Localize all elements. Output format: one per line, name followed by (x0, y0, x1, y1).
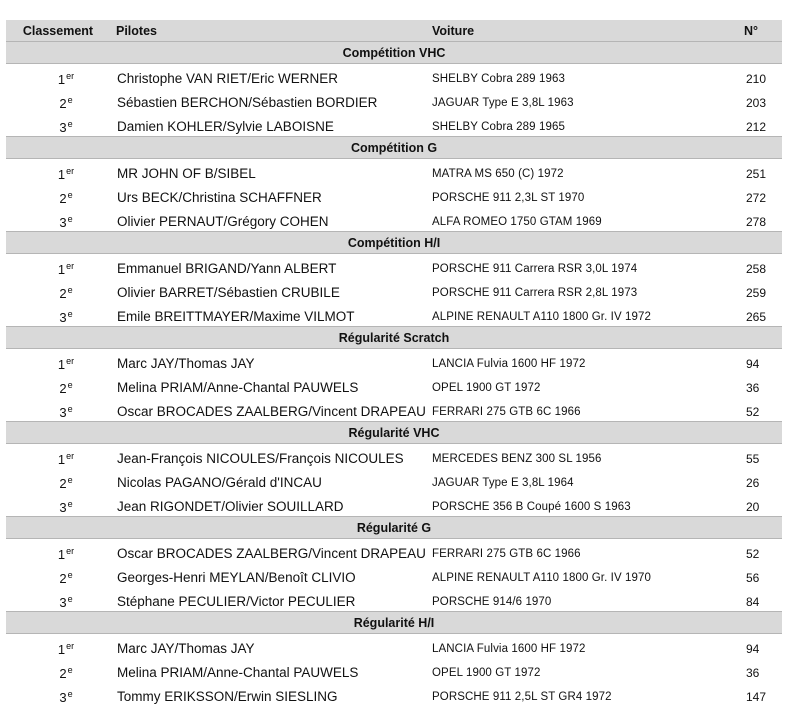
rank-suffix: e (68, 499, 73, 509)
table-row (6, 539, 782, 564)
rank-cell (6, 468, 110, 492)
rank-number: 3 (59, 690, 66, 705)
rank-cell (6, 112, 110, 137)
section-header-row (6, 327, 782, 349)
number-cell: 259 (734, 278, 782, 302)
number-cell: 94 (734, 349, 782, 374)
header-car: Voiture (426, 20, 734, 42)
rank-cell (6, 159, 110, 184)
rank-number: 1 (58, 642, 65, 657)
pilots-cell: Nicolas PAGANO/Gérald d'INCAU (110, 468, 426, 492)
pilots-cell: Emile BREITTMAYER/Maxime VILMOT (110, 302, 426, 327)
pilots-cell: Olivier BARRET/Sébastien CRUBILE (110, 278, 426, 302)
rank-suffix: e (68, 95, 73, 105)
car-cell: OPEL 1900 GT 1972 (426, 373, 734, 397)
rank-cell (6, 634, 110, 659)
pilots-cell: Jean-François NICOULES/François NICOULES (110, 444, 426, 469)
rank-suffix: er (66, 261, 74, 271)
rank-cell (6, 587, 110, 612)
section-title: Régularité VHC (6, 422, 782, 444)
number-cell: 26 (734, 468, 782, 492)
car-cell: SHELBY Cobra 289 1963 (426, 64, 734, 89)
rank-suffix: er (66, 166, 74, 176)
pilots-cell: MR JOHN OF B/SIBEL (110, 159, 426, 184)
number-cell: 210 (734, 64, 782, 89)
rank-suffix: e (68, 214, 73, 224)
number-cell: 258 (734, 254, 782, 279)
rank-number: 2 (59, 571, 66, 586)
section-header-row (6, 517, 782, 539)
pilots-cell: Jean RIGONDET/Olivier SOUILLARD (110, 492, 426, 517)
section-header-row (6, 612, 782, 634)
table-row (6, 492, 782, 517)
rank-cell (6, 254, 110, 279)
rank-cell (6, 563, 110, 587)
rank-suffix: e (68, 190, 73, 200)
table-row (6, 254, 782, 279)
car-cell: ALPINE RENAULT A110 1800 Gr. IV 1970 (426, 563, 734, 587)
pilots-cell: Oscar BROCADES ZAALBERG/Vincent DRAPEAU (110, 539, 426, 564)
number-cell: 36 (734, 658, 782, 682)
pilots-cell: Damien KOHLER/Sylvie LABOISNE (110, 112, 426, 137)
pilots-cell: Olivier PERNAUT/Grégory COHEN (110, 207, 426, 232)
rank-suffix: e (68, 570, 73, 580)
pilots-cell: Marc JAY/Thomas JAY (110, 634, 426, 659)
rank-suffix: er (66, 356, 74, 366)
table-row (6, 444, 782, 469)
section-title: Régularité G (6, 517, 782, 539)
rank-number: 2 (59, 666, 66, 681)
number-cell: 203 (734, 88, 782, 112)
car-cell: ALPINE RENAULT A110 1800 Gr. IV 1972 (426, 302, 734, 327)
pilots-cell: Melina PRIAM/Anne-Chantal PAUWELS (110, 658, 426, 682)
car-cell: PORSCHE 911 2,3L ST 1970 (426, 183, 734, 207)
section-title: Régularité H/I (6, 612, 782, 634)
table-row (6, 658, 782, 682)
table-row (6, 349, 782, 374)
car-cell: MERCEDES BENZ 300 SL 1956 (426, 444, 734, 469)
rank-cell (6, 444, 110, 469)
table-row (6, 183, 782, 207)
rank-number: 1 (58, 357, 65, 372)
table-row (6, 634, 782, 659)
number-cell: 272 (734, 183, 782, 207)
rank-number: 2 (59, 191, 66, 206)
pilots-cell: Sébastien BERCHON/Sébastien BORDIER (110, 88, 426, 112)
rank-cell (6, 183, 110, 207)
rank-number: 3 (59, 405, 66, 420)
car-cell: MATRA MS 650 (C) 1972 (426, 159, 734, 184)
number-cell: 251 (734, 159, 782, 184)
rank-suffix: er (66, 71, 74, 81)
section-header-row (6, 42, 782, 64)
rank-number: 3 (59, 215, 66, 230)
table-row (6, 112, 782, 137)
rank-cell (6, 302, 110, 327)
table-row (6, 373, 782, 397)
rank-number: 2 (59, 381, 66, 396)
rank-cell (6, 492, 110, 517)
section-header-row (6, 137, 782, 159)
rank-suffix: e (68, 285, 73, 295)
car-cell: PORSCHE 911 Carrera RSR 2,8L 1973 (426, 278, 734, 302)
car-cell: PORSCHE 911 2,5L ST GR4 1972 (426, 682, 734, 706)
rank-suffix: e (68, 404, 73, 414)
table-row (6, 64, 782, 89)
rank-cell (6, 658, 110, 682)
car-cell: JAGUAR Type E 3,8L 1964 (426, 468, 734, 492)
pilots-cell: Georges-Henri MEYLAN/Benoît CLIVIO (110, 563, 426, 587)
section-title: Compétition H/I (6, 232, 782, 254)
number-cell: 212 (734, 112, 782, 137)
rank-suffix: e (68, 594, 73, 604)
car-cell: PORSCHE 914/6 1970 (426, 587, 734, 612)
table-row (6, 468, 782, 492)
rank-number: 3 (59, 120, 66, 135)
section-title: Compétition G (6, 137, 782, 159)
number-cell: 52 (734, 539, 782, 564)
section-header-row (6, 422, 782, 444)
results-table (6, 20, 782, 706)
rank-number: 3 (59, 310, 66, 325)
number-cell: 84 (734, 587, 782, 612)
rank-number: 1 (58, 262, 65, 277)
rank-number: 2 (59, 286, 66, 301)
car-cell: LANCIA Fulvia 1600 HF 1972 (426, 349, 734, 374)
header-row (6, 20, 782, 42)
rank-suffix: e (68, 475, 73, 485)
table-row (6, 207, 782, 232)
car-cell: PORSCHE 356 B Coupé 1600 S 1963 (426, 492, 734, 517)
rank-number: 1 (58, 452, 65, 467)
header-rank: Classement (6, 20, 110, 42)
car-cell: ALFA ROMEO 1750 GTAM 1969 (426, 207, 734, 232)
pilots-cell: Tommy ERIKSSON/Erwin SIESLING (110, 682, 426, 706)
section-title: Compétition VHC (6, 42, 782, 64)
number-cell: 52 (734, 397, 782, 422)
car-cell: FERRARI 275 GTB 6C 1966 (426, 539, 734, 564)
rank-suffix: e (68, 380, 73, 390)
rank-suffix: er (66, 546, 74, 556)
table-row (6, 159, 782, 184)
rank-cell (6, 64, 110, 89)
rank-suffix: er (66, 451, 74, 461)
pilots-cell: Stéphane PECULIER/Victor PECULIER (110, 587, 426, 612)
number-cell: 56 (734, 563, 782, 587)
header-number: N° (734, 20, 782, 42)
table-row (6, 302, 782, 327)
table-row (6, 278, 782, 302)
car-cell: OPEL 1900 GT 1972 (426, 658, 734, 682)
section-header-row (6, 232, 782, 254)
number-cell: 147 (734, 682, 782, 706)
rank-number: 3 (59, 595, 66, 610)
number-cell: 94 (734, 634, 782, 659)
rank-cell (6, 397, 110, 422)
results-body (6, 42, 782, 706)
rank-cell (6, 539, 110, 564)
car-cell: PORSCHE 911 Carrera RSR 3,0L 1974 (426, 254, 734, 279)
rank-number: 2 (59, 96, 66, 111)
car-cell: FERRARI 275 GTB 6C 1966 (426, 397, 734, 422)
pilots-cell: Oscar BROCADES ZAALBERG/Vincent DRAPEAU (110, 397, 426, 422)
rank-cell (6, 349, 110, 374)
number-cell: 278 (734, 207, 782, 232)
pilots-cell: Melina PRIAM/Anne-Chantal PAUWELS (110, 373, 426, 397)
rank-suffix: e (68, 119, 73, 129)
header-pilots: Pilotes (110, 20, 426, 42)
car-cell: JAGUAR Type E 3,8L 1963 (426, 88, 734, 112)
rank-cell (6, 373, 110, 397)
rank-cell (6, 682, 110, 706)
rank-number: 1 (58, 72, 65, 87)
rank-cell (6, 278, 110, 302)
rank-suffix: e (68, 689, 73, 699)
rank-number: 2 (59, 476, 66, 491)
rank-cell (6, 207, 110, 232)
pilots-cell: Emmanuel BRIGAND/Yann ALBERT (110, 254, 426, 279)
number-cell: 265 (734, 302, 782, 327)
number-cell: 36 (734, 373, 782, 397)
pilots-cell: Marc JAY/Thomas JAY (110, 349, 426, 374)
rank-number: 1 (58, 547, 65, 562)
number-cell: 20 (734, 492, 782, 517)
table-row (6, 563, 782, 587)
rank-suffix: e (68, 309, 73, 319)
car-cell: SHELBY Cobra 289 1965 (426, 112, 734, 137)
table-row (6, 682, 782, 706)
section-title: Régularité Scratch (6, 327, 782, 349)
car-cell: LANCIA Fulvia 1600 HF 1972 (426, 634, 734, 659)
number-cell: 55 (734, 444, 782, 469)
rank-cell (6, 88, 110, 112)
pilots-cell: Christophe VAN RIET/Eric WERNER (110, 64, 426, 89)
table-row (6, 88, 782, 112)
rank-suffix: er (66, 641, 74, 651)
rank-number: 3 (59, 500, 66, 515)
table-row (6, 397, 782, 422)
rank-number: 1 (58, 167, 65, 182)
pilots-cell: Urs BECK/Christina SCHAFFNER (110, 183, 426, 207)
table-row (6, 587, 782, 612)
rank-suffix: e (68, 665, 73, 675)
